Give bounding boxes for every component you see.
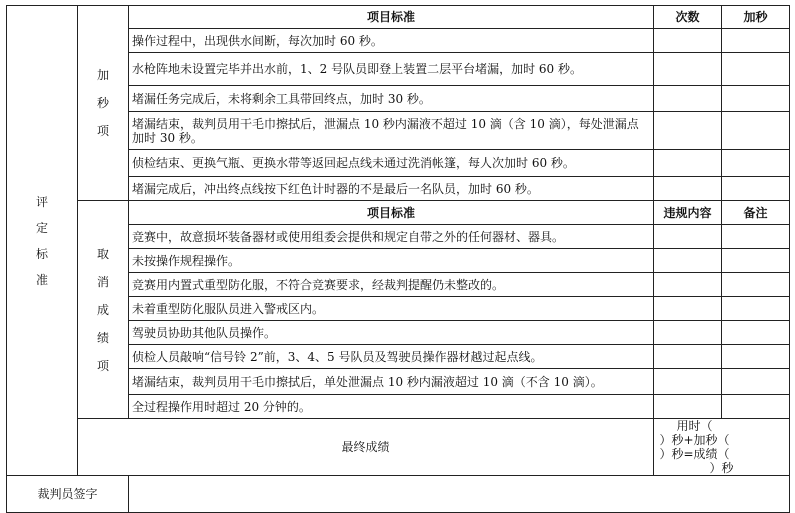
bonus-seconds-cell-4[interactable] (722, 112, 790, 150)
cancel-label-cell (78, 201, 129, 419)
cancel-item-1: 竞赛中，故意损坏装备器材或使用组委会提供和规定自带之外的任何器材、器具。 (129, 225, 654, 249)
remark-cell-7[interactable] (722, 369, 790, 395)
bonus-header-bonus: 加秒 (722, 6, 790, 29)
cancel-label: 取消成绩项 (96, 246, 109, 373)
violation-cell-6[interactable] (654, 345, 722, 369)
cancel-header-standard: 项目标准 (129, 201, 654, 225)
cancel-header-row (7, 201, 790, 225)
signature-row (7, 476, 790, 513)
bonus-item-1: 操作过程中，出现供水间断，每次加时 60 秒。 (129, 29, 654, 53)
final-suffix: ）秒 (709, 461, 734, 475)
referee-signature-field[interactable] (129, 476, 790, 513)
bonus-item-5: 侦检结束、更换气瓶、更换水带等返回起点线未通过洗消帐篷，每人次加时 60 秒。 (129, 150, 654, 177)
violation-cell-8[interactable] (654, 395, 722, 419)
cancel-item-8: 全过程操作用时超过 20 分钟的。 (129, 395, 654, 419)
cancel-header-remark: 备注 (722, 201, 790, 225)
cancel-item-7: 堵漏结束，裁判员用干毛巾擦拭后，单处泄漏点 10 秒内漏液超过 10 滴（不含 10 滴）。 (129, 369, 654, 395)
remark-cell-6[interactable] (722, 345, 790, 369)
final-bonus-part: ）秒+加秒（ (659, 433, 730, 447)
bonus-count-cell-6[interactable] (654, 177, 722, 201)
remark-cell-4[interactable] (722, 297, 790, 321)
bonus-header-row (7, 6, 790, 29)
final-score-label: 最终成绩 (78, 419, 654, 476)
remark-cell-5[interactable] (722, 321, 790, 345)
bonus-label-cell (78, 6, 129, 201)
group-label: 评定标准 (35, 194, 48, 287)
bonus-item-4: 堵漏结束，裁判员用干毛巾擦拭后，泄漏点 10 秒内漏液不超过 10 滴（含 10 滴），每处泄漏点加时 30 秒。 (129, 112, 654, 150)
bonus-count-cell-3[interactable] (654, 86, 722, 112)
bonus-count-cell-5[interactable] (654, 150, 722, 177)
final-score-formula[interactable] (654, 419, 790, 476)
evaluation-table (6, 5, 790, 513)
bonus-item-3: 堵漏任务完成后，未将剩余工具带回终点，加时 30 秒。 (129, 86, 654, 112)
bonus-seconds-cell-1[interactable] (722, 29, 790, 53)
bonus-label: 加秒项 (96, 68, 109, 138)
violation-cell-2[interactable] (654, 249, 722, 273)
violation-cell-3[interactable] (654, 273, 722, 297)
remark-cell-1[interactable] (722, 225, 790, 249)
bonus-count-cell-1[interactable] (654, 29, 722, 53)
bonus-seconds-cell-3[interactable] (722, 86, 790, 112)
bonus-count-cell-4[interactable] (654, 112, 722, 150)
violation-cell-4[interactable] (654, 297, 722, 321)
cancel-item-6: 侦检人员敲响“信号铃 2”前，3、4、5 号队员及驾驶员操作器材越过起点线。 (129, 345, 654, 369)
violation-cell-1[interactable] (654, 225, 722, 249)
referee-signature-label: 裁判员签字 (7, 476, 129, 513)
group-label-cell (7, 6, 78, 476)
bonus-header-count: 次数 (654, 6, 722, 29)
bonus-item-2: 水枪阵地未设置完毕并出水前，1、2 号队员即登上装置二层平台堵漏，加时 60 秒。 (129, 53, 654, 86)
final-time-prefix: 用时（ (676, 419, 713, 433)
cancel-item-5: 驾驶员协助其他队员操作。 (129, 321, 654, 345)
bonus-seconds-cell-6[interactable] (722, 177, 790, 201)
final-result-part: ）秒=成绩（ (659, 447, 730, 461)
cancel-item-4: 未着重型防化服队员进入警戒区内。 (129, 297, 654, 321)
cancel-header-violation: 违规内容 (654, 201, 722, 225)
bonus-item-6: 堵漏完成后，冲出终点线按下红色计时器的不是最后一名队员，加时 60 秒。 (129, 177, 654, 201)
remark-cell-2[interactable] (722, 249, 790, 273)
remark-cell-3[interactable] (722, 273, 790, 297)
violation-cell-5[interactable] (654, 321, 722, 345)
bonus-count-cell-2[interactable] (654, 53, 722, 86)
violation-cell-7[interactable] (654, 369, 722, 395)
final-score-row (7, 419, 790, 476)
bonus-header-standard: 项目标准 (129, 6, 654, 29)
cancel-item-2: 未按操作规程操作。 (129, 249, 654, 273)
bonus-seconds-cell-5[interactable] (722, 150, 790, 177)
cancel-item-3: 竞赛用内置式重型防化服，不符合竞赛要求，经裁判提醒仍未整改的。 (129, 273, 654, 297)
bonus-seconds-cell-2[interactable] (722, 53, 790, 86)
remark-cell-8[interactable] (722, 395, 790, 419)
